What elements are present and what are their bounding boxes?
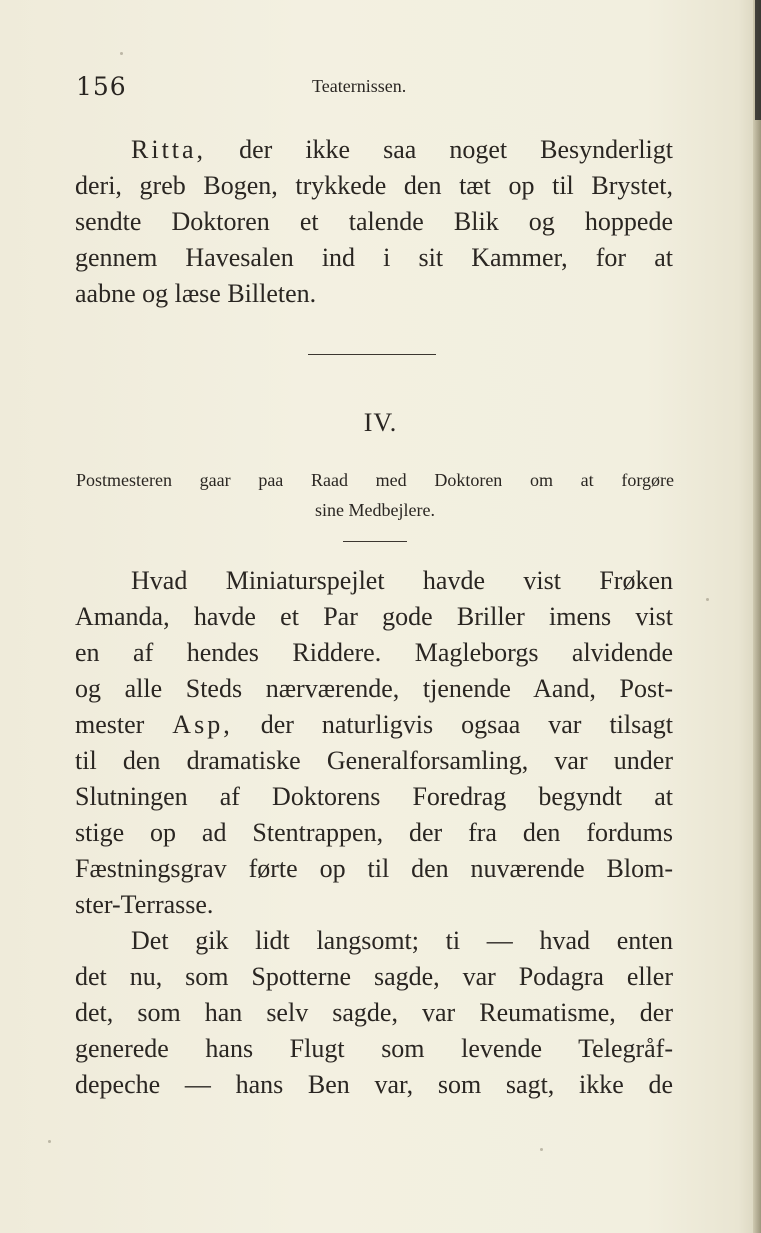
- text-line: aabne og læse Billeten.: [75, 279, 317, 308]
- text-segment: der naturligvis ogsaa var tilsagt: [232, 710, 673, 739]
- text-line: til den dramatiske Generalforsamling, var under: [75, 746, 673, 775]
- text-line: Fæstningsgrav førte op til den nuværende Blom-: [75, 854, 673, 883]
- page-edge: [753, 0, 761, 1233]
- paper-speck: [48, 1140, 51, 1143]
- chapter-summary-line: sine Medbejlere.: [315, 500, 435, 520]
- chapter-number: IV.: [363, 408, 398, 437]
- text-line: sendte Doktoren et talende Blik og hoppede: [75, 207, 673, 236]
- paper-speck: [706, 598, 709, 601]
- text-line: Slutningen af Doktorens Foredrag begyndt at: [75, 782, 673, 811]
- text-line: stige op ad Stentrappen, der fra den fordums: [75, 818, 673, 847]
- text-line: det nu, som Spotterne sagde, var Podagra eller: [75, 962, 673, 991]
- text-line: Det gik lidt langsomt; ti — hvad enten: [131, 926, 673, 955]
- text-line: gennem Havesalen ind i sit Kammer, for at: [75, 243, 673, 272]
- paragraph-2: [75, 563, 673, 923]
- paragraph-1: [75, 132, 673, 312]
- paper-speck: [120, 52, 123, 55]
- paper-speck: [540, 1148, 543, 1151]
- text-line: det, som han selv sagde, var Reumatisme, der: [75, 998, 673, 1027]
- text-line: og alle Steds nærværende, tjenende Aand, Post-: [75, 674, 673, 703]
- text-line: ster-Terrasse.: [75, 890, 214, 919]
- text-line: generede hans Flugt som levende Telegråf-: [75, 1034, 673, 1063]
- text-line: [75, 707, 673, 743]
- paragraph-3: [75, 923, 673, 1103]
- page-number: 156: [76, 72, 127, 101]
- page-header: [76, 72, 676, 108]
- running-head: Teaternissen.: [312, 76, 407, 96]
- chapter-summary-line: Postmesteren gaar paa Raad med Doktoren om at forgøre: [76, 470, 674, 490]
- chapter-summary: [76, 465, 674, 525]
- spaced-name: Ritta,: [131, 135, 207, 164]
- spaced-name: Asp,: [172, 710, 233, 739]
- text-line: depeche — hans Ben var, som sagt, ikke de: [75, 1070, 673, 1099]
- page-edge-shadow: [755, 0, 761, 120]
- text-line: Amanda, havde et Par gode Briller imens vist: [75, 602, 673, 631]
- text-line: en af hendes Riddere. Magleborgs alvidende: [75, 638, 673, 667]
- text-segment: der ikke saa noget Besynderligt: [206, 135, 673, 164]
- section-divider: [308, 354, 436, 355]
- text-line: [75, 132, 673, 168]
- summary-divider: [343, 541, 407, 542]
- text-line: Hvad Miniaturspejlet havde vist Frøken: [131, 566, 673, 595]
- text-segment: mester: [75, 710, 173, 739]
- text-line: deri, greb Bogen, trykkede den tæt op til Brystet,: [75, 171, 673, 200]
